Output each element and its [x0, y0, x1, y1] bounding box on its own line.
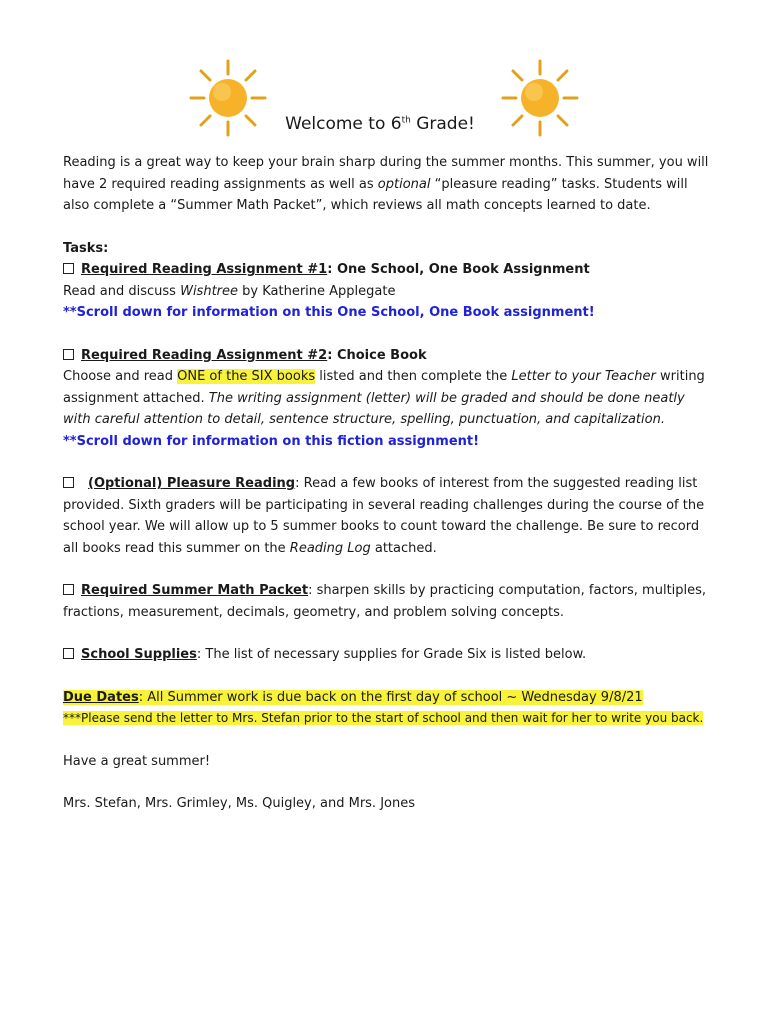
task1-description: Read and discuss Wishtree by Katherine Applegate [63, 283, 396, 299]
checkbox-icon[interactable] [63, 349, 74, 360]
task2-note: **Scroll down for information on this fiction assignment! [63, 433, 480, 449]
task-pleasure-reading: (Optional) Pleasure Reading: Read a few books of interest from the suggested reading list provided. Sixth graders will be participating in several reading challenges during the course of the school year. We will allow up to 5 summer books to count toward the challenge. Be sure to record all books read this summer on the Reading Log attached. [63, 476, 705, 556]
task1-note: **Scroll down for information on this One School, One Book assignment! [63, 305, 595, 320]
due-dates: Due Dates: All Summer work is due back on the first day of school ~ Wednesday 9/8/21 [63, 689, 643, 705]
checkbox-icon[interactable] [63, 477, 74, 488]
task-math-packet: Required Summer Math Packet: sharpen skills by practicing computation, factors, multiples, fractions, measurement, decimals, geometry, and problem solving concepts. [63, 583, 707, 620]
closing-line: Have a great summer! [63, 753, 211, 769]
page-title: Welcome to 6th Grade! [285, 114, 475, 134]
task-required-reading-2: Required Reading Assignment #2: Choice Book [63, 345, 713, 367]
task-required-reading-1: Required Reading Assignment #1: One School, One Book Assignment [63, 259, 713, 281]
due-note: ***Please send the letter to Mrs. Stefan prior to the start of school and then wait for her to write you back. [63, 711, 704, 725]
task-school-supplies: School Supplies: The list of necessary supplies for Grade Six is listed below. [63, 644, 713, 666]
intro-paragraph: Reading is a great way to keep your brain sharp during the summer months. This summer, you will have 2 required reading assignments as well as optional “pleasure reading” tasks. Students will also complete a “Summer Math Packet”, which reviews all math concepts learned to date. [63, 155, 709, 213]
signature: Mrs. Stefan, Mrs. Grimley, Ms. Quigley, and Mrs. Jones [63, 796, 415, 811]
checkbox-icon[interactable] [63, 648, 74, 659]
task2-description: Choose and read ONE of the SIX books listed and then complete the Letter to your Teacher writing assignment attached. The writing assignment (letter) will be graded and should be done neatly with careful attention to detail, sentence structure, spelling, punctuation, and capitalization. [63, 369, 705, 427]
document-body [63, 152, 713, 815]
checkbox-icon[interactable] [63, 263, 74, 274]
checkbox-icon[interactable] [63, 584, 74, 595]
tasks-heading: Tasks: [63, 240, 109, 256]
